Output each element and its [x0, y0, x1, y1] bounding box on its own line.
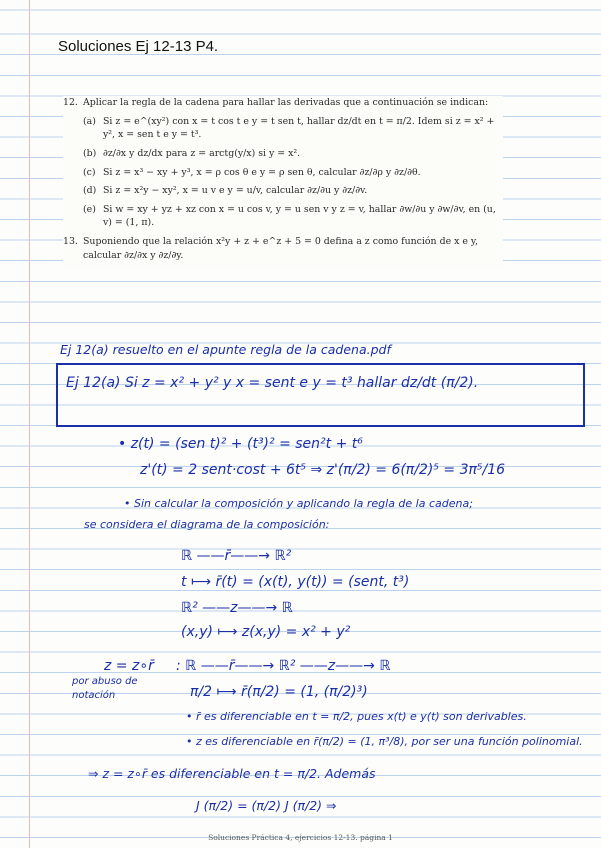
handwritten-line-derivative: z'(t) = 2 sent·cost + 6t⁵ ⇒ z'(π/2) = 6(π/2)⁵ = 3π⁵/16 [140, 462, 506, 478]
conclusion-line: ⇒ z = z∘r̄ es diferenciable en t = π/2. Además [88, 766, 376, 781]
item-label: (c) [83, 166, 96, 178]
exercise-13 [63, 235, 503, 262]
exercise-item-e [83, 203, 503, 230]
composition-label: z = z∘r̄ [104, 658, 154, 674]
handwritten-line-chain-rule: • Sin calcular la composición y aplicando la regla de la cadena; [124, 497, 473, 510]
exercise-13-statement: Suponiendo que la relación x²y + z + e^z + 5 = 0 defina a z como función de x e y, calcular ∂z/∂x y ∂z/∂y. [83, 236, 478, 261]
boxed-problem-frame [56, 363, 585, 427]
item-text: Si z = x³ − xy + y³, x = ρ cos θ e y = ρ sen θ, calcular ∂z/∂ρ y ∂z/∂θ. [103, 166, 421, 178]
jacobian-line: J (π/2) = (π/2) J (π/2) ⇒ [196, 798, 337, 813]
page-title: Soluciones Ej 12-13 P4. [58, 38, 219, 55]
diagram-r-map: ℝ ——r̄——→ ℝ² [181, 548, 292, 564]
printed-exercises [63, 96, 503, 267]
exercise-item-c [83, 166, 503, 180]
composition-value: π/2 ⟼ r̄(π/2) = (1, (π/2)³) [190, 684, 368, 700]
handwritten-note-reference: Ej 12(a) resuelto en el apunte regla de la cadena.pdf [60, 342, 391, 357]
abuse-note-line2: notación [72, 690, 116, 701]
exercise-12-number: 12. [63, 97, 78, 108]
composition-map: : ℝ ——r̄——→ ℝ² ——z——→ ℝ [176, 658, 391, 674]
item-label: (e) [83, 203, 96, 215]
handwritten-line-diagram-intro: se considera el diagrama de la composición: [84, 518, 330, 531]
abuse-note-line1: por abuso de [72, 676, 138, 687]
boxed-problem-statement: Ej 12(a) Si z = x² + y² y x = sent e y = t³ hallar dz/dt (π/2). [66, 375, 479, 391]
handwritten-line-z-of-t: • z(t) = (sen t)² + (t³)² = sen²t + t⁶ [118, 436, 363, 452]
item-label: (b) [83, 147, 97, 159]
diagram-z-map: ℝ² ——z——→ ℝ [181, 600, 293, 616]
item-text: Si w = xy + yz + xz con x = u cos v, y = u sen v y z = v, hallar ∂w/∂u y ∂w/∂v, en (u, v) = (1, π). [103, 203, 496, 229]
item-label: (a) [83, 115, 96, 127]
exercise-item-a [83, 115, 503, 142]
diagram-r-formula: t ⟼ r̄(t) = (x(t), y(t)) = (sent, t³) [181, 574, 410, 590]
page-footer: Soluciones Práctica 4, ejercicios 12-13. página 1 [208, 833, 393, 842]
diagram-z-formula: (x,y) ⟼ z(x,y) = x² + y² [181, 624, 351, 640]
exercise-13-number: 13. [63, 236, 78, 247]
exercise-item-d [83, 184, 503, 198]
bullet-z-differentiable: • z es diferenciable en r̄(π/2) = (1, π³/8), por ser una función polinomial. [186, 735, 583, 748]
exercise-12 [63, 96, 503, 110]
exercise-12-items [83, 115, 503, 230]
exercise-12-statement: Aplicar la regla de la cadena para hallar las derivadas que a continuación se indican: [83, 97, 489, 108]
item-label: (d) [83, 185, 97, 197]
item-text: ∂z/∂x y dz/dx para z = arctg(y/x) si y = x². [103, 147, 301, 159]
bullet-r-differentiable: • r̄ es diferenciable en t = π/2, pues x(t) e y(t) son derivables. [186, 710, 527, 723]
item-text: Si z = x²y − xy², x = u v e y = u/v, calcular ∂z/∂u y ∂z/∂v. [103, 185, 368, 197]
item-text: Si z = e^(xy²) con x = t cos t e y = t sen t, hallar dz/dt en t = π/2. Idem si z = x² + y², x = sen t e y = t³. [103, 115, 495, 141]
exercise-item-b [83, 147, 503, 161]
